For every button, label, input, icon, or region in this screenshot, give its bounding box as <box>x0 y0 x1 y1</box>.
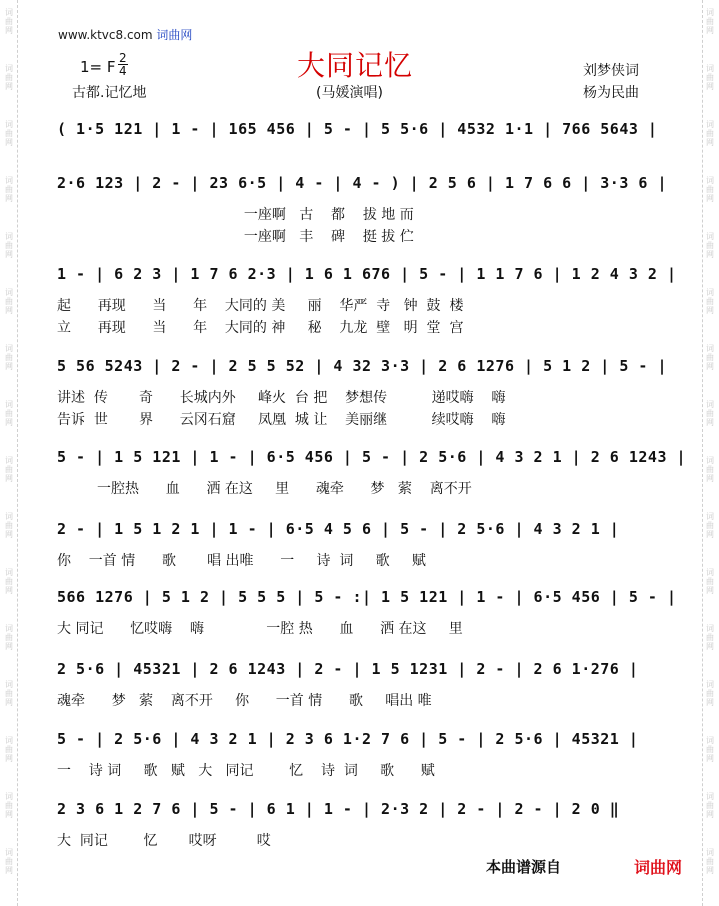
side-watermark-mark: 词 曲 网 <box>5 176 13 203</box>
side-watermark-mark: 词 曲 网 <box>5 624 13 651</box>
notation-line: 566 1276 | 5 1 2 | 5 5 5 | 5 - :| 1 5 121 | 1 - | 6·5 456 | 5 - | <box>57 588 677 606</box>
lyricist-credit: 刘梦侠词 <box>583 63 639 79</box>
side-watermark-mark: 词 曲 网 <box>5 232 13 259</box>
singer-credit: (马媛演唱) <box>316 85 383 101</box>
side-watermark-mark: 词 曲 网 <box>5 288 13 315</box>
side-watermark-mark: 词 曲 网 <box>706 176 714 203</box>
left-margin-strip <box>0 0 18 906</box>
side-watermark-mark: 词 曲 网 <box>5 792 13 819</box>
notation-line: 2 5·6 | 45321 | 2 6 1243 | 2 - | 1 5 1231 | 2 - | 2 6 1·276 | <box>57 660 639 678</box>
notation-line: 1 - | 6 2 3 | 1 7 6 2·3 | 1 6 1 676 | 5 - | 1 1 7 6 | 1 2 4 3 2 | <box>57 265 677 283</box>
side-watermark-mark: 词 曲 网 <box>706 848 714 875</box>
song-title: 大同记忆 <box>297 49 414 82</box>
side-watermark-mark: 词 曲 网 <box>706 512 714 539</box>
side-watermark-mark: 词 曲 网 <box>706 456 714 483</box>
side-watermark-mark: 词 曲 网 <box>5 512 13 539</box>
time-signature-bottom: 4 <box>119 64 127 78</box>
side-watermark-mark: 词 曲 网 <box>706 680 714 707</box>
notation-line: ( 1·5 121 | 1 - | 165 456 | 5 - | 5 5·6 | 4532 1·1 | 766 5643 | <box>57 120 658 138</box>
side-watermark-mark: 词 曲 网 <box>706 344 714 371</box>
side-watermark-mark: 词 曲 网 <box>5 400 13 427</box>
notation-line: 5 56 5243 | 2 - | 2 5 5 52 | 4 32 3·3 | 2 6 1276 | 5 1 2 | 5 - | <box>57 357 667 375</box>
lyric-line: 一腔热 血 洒 在这 里 魂牵 梦 萦 离不开 <box>57 481 472 497</box>
composer-credit: 杨为民曲 <box>583 85 639 101</box>
side-watermark-mark: 词 曲 网 <box>5 120 13 147</box>
side-watermark-mark: 词 曲 网 <box>706 120 714 147</box>
lyric-line: 起 再现 当 年 大同的 美 丽 华严 寺 钟 鼓 楼 <box>57 298 464 314</box>
site-url[interactable]: www.ktvc8.com 词曲网 <box>58 28 193 42</box>
notation-line: 2 3 6 1 2 7 6 | 5 - | 6 1 | 1 - | 2·3 2 | 2 - | 2 - | 2 0 ‖ <box>57 800 620 818</box>
side-watermark-mark: 词 曲 网 <box>5 64 13 91</box>
key-signature: 1= F <box>80 58 116 76</box>
lyric-line: 讲述 传 奇 长城内外 峰火 台 把 梦想传 递哎嗨 嗨 <box>57 390 506 406</box>
lyric-line: 魂牵 梦 萦 离不开 你 一首 情 歌 唱出 唯 <box>57 693 432 709</box>
side-watermark-mark: 词 曲 网 <box>5 680 13 707</box>
time-signature-top: 2 <box>119 51 127 65</box>
notation-line: 5 - | 1 5 121 | 1 - | 6·5 456 | 5 - | 2 5·6 | 4 3 2 1 | 2 6 1243 | <box>57 448 687 466</box>
side-watermark-mark: 词 曲 网 <box>706 400 714 427</box>
site-logo[interactable]: 词曲网 <box>634 858 683 877</box>
side-watermark-mark: 词 曲 网 <box>706 8 714 35</box>
lyric-line: 一座啊 古 都 拔 地 而 <box>57 207 414 223</box>
lyric-line: 一座啊 丰 碑 挺 拔 伫 <box>57 229 414 245</box>
song-subtitle: 古都.记忆地 <box>72 85 147 101</box>
lyric-line: 你 一首 情 歌 唱 出唯 一 诗 词 歌 赋 <box>57 553 426 569</box>
notation-line: 2 - | 1 5 1 2 1 | 1 - | 6·5 4 5 6 | 5 - | 2 5·6 | 4 3 2 1 | <box>57 520 620 538</box>
right-margin-strip <box>701 0 719 906</box>
side-watermark-mark: 词 曲 网 <box>706 568 714 595</box>
side-watermark-mark: 词 曲 网 <box>706 232 714 259</box>
lyric-line: 大 同记 忆 哎呀 哎 <box>57 833 271 849</box>
side-watermark-mark: 词 曲 网 <box>5 344 13 371</box>
side-watermark-mark: 词 曲 网 <box>706 792 714 819</box>
side-watermark-mark: 词 曲 网 <box>5 568 13 595</box>
side-watermark-mark: 词 曲 网 <box>5 456 13 483</box>
side-watermark-mark: 词 曲 网 <box>706 736 714 763</box>
lyric-line: 一 诗 词 歌 赋 大 同记 忆 诗 词 歌 赋 <box>57 763 435 779</box>
lyric-line: 告诉 世 界 云冈石窟 凤凰 城 让 美丽继 续哎嗨 嗨 <box>57 412 506 428</box>
side-watermark-mark: 词 曲 网 <box>5 736 13 763</box>
side-watermark-mark: 词 曲 网 <box>706 624 714 651</box>
notation-line: 2·6 123 | 2 - | 23 6·5 | 4 - | 4 - ) | 2 5 6 | 1 7 6 6 | 3·3 6 | <box>57 174 667 192</box>
lyric-line: 大 同记 忆哎嗨 嗨 一腔 热 血 洒 在这 里 <box>57 621 463 637</box>
side-watermark-mark: 词 曲 网 <box>706 64 714 91</box>
side-watermark-mark: 词 曲 网 <box>706 288 714 315</box>
lyric-line: 立 再现 当 年 大同的 神 秘 九龙 壁 明 堂 宫 <box>57 320 464 336</box>
source-text: 本曲谱源自 <box>486 858 562 876</box>
side-watermark-mark: 词 曲 网 <box>5 848 13 875</box>
notation-line: 5 - | 2 5·6 | 4 3 2 1 | 2 3 6 1·2 7 6 | 5 - | 2 5·6 | 45321 | <box>57 730 639 748</box>
side-watermark-mark: 词 曲 网 <box>5 8 13 35</box>
time-signature <box>118 52 128 77</box>
